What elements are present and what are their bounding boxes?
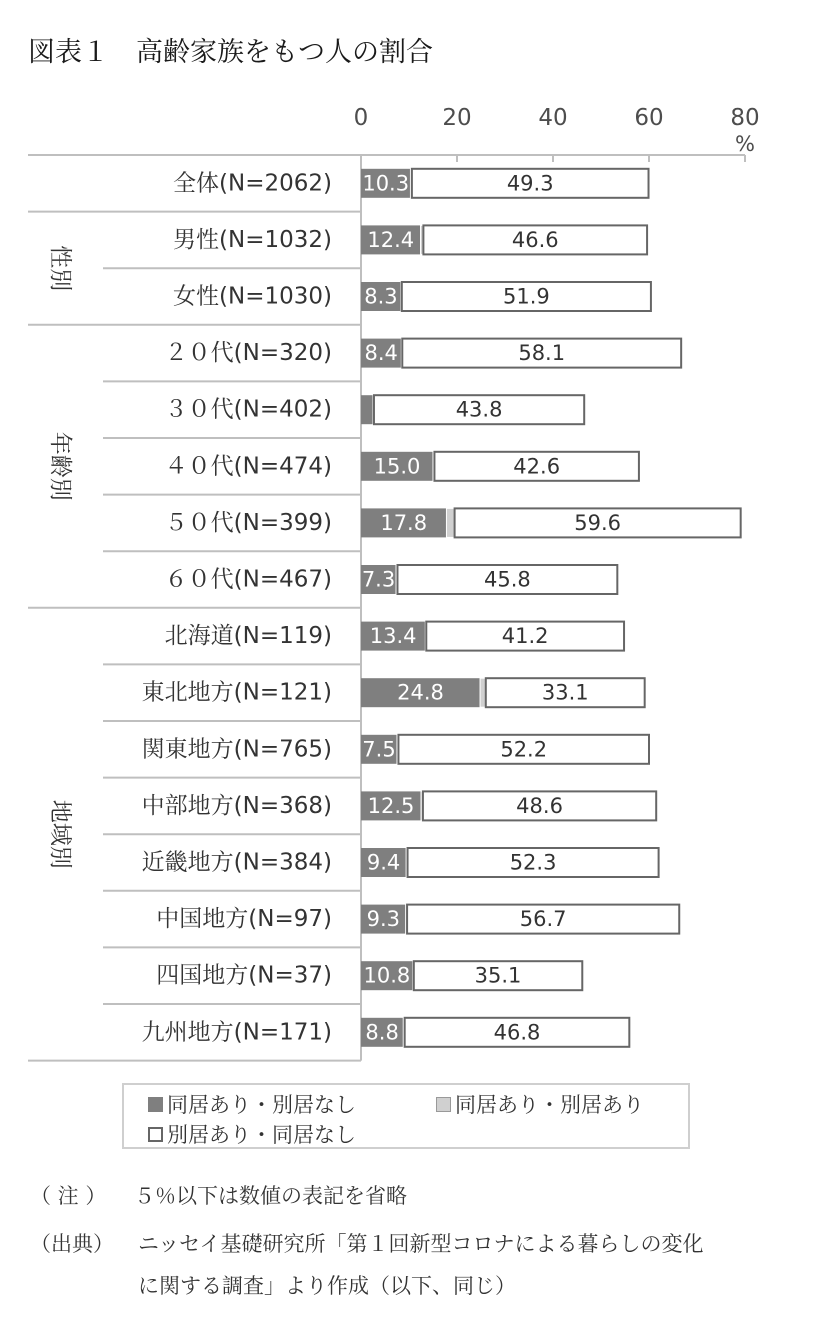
category-label: 九州地方(N=171)	[141, 1019, 332, 1046]
data-label: 17.8	[380, 510, 428, 535]
x-tick-label: 80	[730, 105, 760, 131]
category-label: 中国地方(N=97)	[156, 906, 332, 933]
category-label: 近畿地方(N=384)	[141, 849, 332, 876]
data-label: 10.8	[363, 963, 411, 988]
data-label: 42.6	[513, 454, 561, 479]
data-label: 46.8	[493, 1020, 541, 1045]
data-label: 8.4	[364, 341, 398, 366]
data-label: 49.3	[506, 171, 554, 196]
data-label: 12.4	[367, 227, 415, 252]
data-label: 56.7	[519, 907, 567, 932]
data-label: 52.2	[500, 737, 548, 762]
group-label: 地域別	[47, 799, 73, 869]
chart-legend	[122, 1083, 690, 1149]
legend-swatch-light	[436, 1097, 451, 1112]
data-label: 35.1	[474, 963, 522, 988]
source-line-2: に関する調査」より作成（以下、同じ）	[138, 1274, 516, 1298]
x-unit-label: %	[735, 132, 755, 156]
source-line-1: ニッセイ基礎研究所「第１回新型コロナによる暮らしの変化	[138, 1232, 704, 1256]
data-label: 24.8	[397, 680, 444, 705]
legend-item-separate-only	[148, 1119, 356, 1149]
data-label: 33.1	[541, 680, 589, 705]
x-tick-label: 0	[353, 105, 369, 131]
data-label: 13.4	[369, 624, 417, 649]
category-label: 関東地方(N=765)	[141, 736, 332, 763]
bar-segment	[361, 395, 373, 424]
data-label: 10.3	[362, 171, 410, 196]
page-title: 図表１ 高齢家族をもつ人の割合	[28, 37, 433, 68]
data-label: 8.8	[365, 1020, 399, 1045]
data-label: 9.4	[366, 850, 401, 875]
category-label: 中部地方(N=368)	[141, 792, 332, 819]
category-label: 東北地方(N=121)	[141, 679, 332, 706]
category-label: ６０代(N=467)	[164, 566, 332, 593]
category-label: 女性(N=1030)	[173, 283, 332, 310]
data-label: 48.6	[516, 793, 563, 818]
legend-item-cohabit-only	[148, 1089, 356, 1119]
category-label: 男性(N=1032)	[173, 226, 332, 253]
data-label: 8.3	[364, 284, 398, 309]
category-label: ５０代(N=399)	[164, 509, 332, 536]
data-label: 59.6	[574, 510, 622, 535]
bar-segment	[446, 508, 454, 537]
category-label: ２０代(N=320)	[164, 340, 332, 367]
data-label: 7.3	[361, 567, 396, 592]
data-label: 43.8	[455, 397, 503, 422]
x-tick-label: 20	[442, 105, 472, 131]
category-label: ３０代(N=402)	[164, 396, 332, 423]
category-label: 北海道(N=119)	[164, 623, 332, 650]
legend-swatch-dark	[148, 1097, 163, 1112]
legend-item-cohabit-and-separate	[436, 1089, 644, 1119]
data-label: 58.1	[518, 341, 566, 366]
note-label: （ 注 ）	[30, 1184, 107, 1208]
data-label: 12.5	[367, 793, 415, 818]
x-tick-label: 60	[634, 105, 664, 131]
legend-label: 同居あり・別居なし	[167, 1093, 356, 1117]
x-tick-label: 40	[538, 105, 568, 131]
data-label: 52.3	[509, 850, 557, 875]
data-label: 46.6	[511, 227, 559, 252]
group-label: 年齢別	[47, 431, 73, 501]
data-label: 51.9	[502, 284, 550, 309]
data-label: 7.5	[362, 737, 396, 762]
note-text: ５％以下は数値の表記を省略	[134, 1184, 407, 1208]
data-label: 15.0	[373, 454, 421, 479]
legend-label: 別居あり・同居なし	[167, 1123, 356, 1147]
category-label: 四国地方(N=37)	[156, 962, 332, 989]
data-label: 45.8	[484, 567, 531, 592]
category-label: ４０代(N=474)	[164, 453, 332, 480]
data-label: 9.3	[366, 907, 401, 932]
source-label: （出典）	[30, 1232, 114, 1256]
data-label: 41.2	[501, 624, 549, 649]
category-label: 全体(N=2062)	[173, 170, 332, 197]
group-label: 性別	[47, 245, 73, 292]
legend-label: 同居あり・別居あり	[455, 1093, 644, 1117]
legend-swatch-white	[148, 1127, 163, 1142]
